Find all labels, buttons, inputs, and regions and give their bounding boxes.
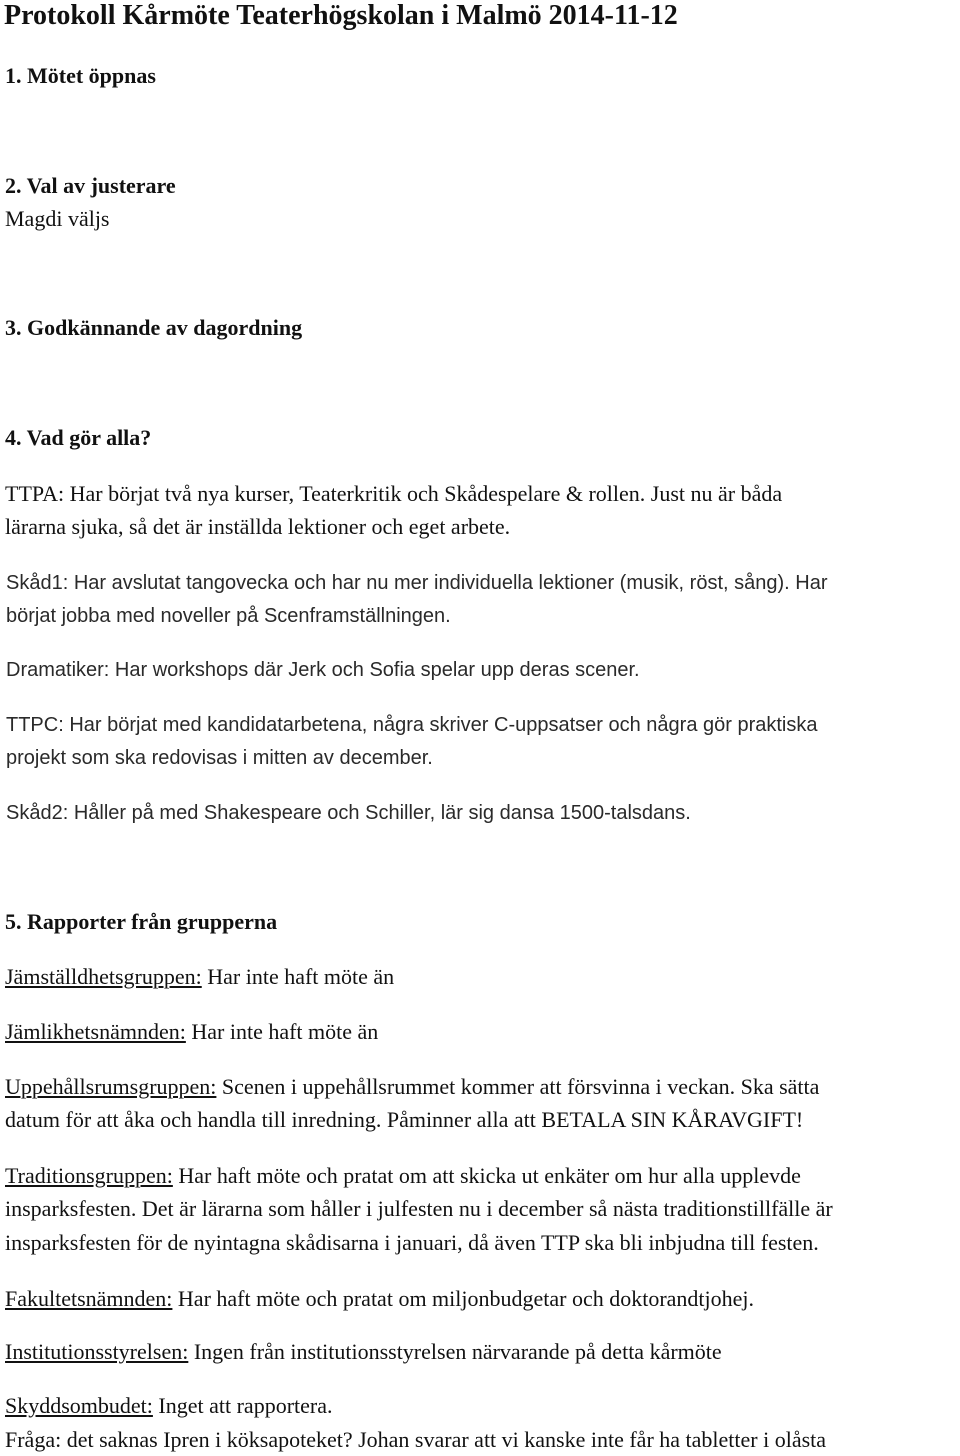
institutionsstyrelsen-label: Institutionsstyrelsen: (5, 1339, 189, 1364)
heading-motet-oppnas: 1. Mötet öppnas (5, 63, 156, 88)
traditionsgruppen-line-1 (5, 1162, 801, 1190)
uppehallsrumsgruppen-text: Scenen i uppehållsrummet kommer att försvinna i veckan. Ska sätta (216, 1074, 820, 1099)
fakultetsnamnden-label: Fakultetsnämnden: (5, 1286, 173, 1311)
uppehallsrumsgruppen-label: Uppehållsrumsgruppen: (5, 1074, 217, 1099)
uppehallsrumsgruppen-line-2: datum för att åka och handla till inredning. Påminner alla att BETALA SIN KÅRAVGIFT! (5, 1107, 804, 1132)
heading-vad-gor-alla: 4. Vad gör alla? (5, 425, 152, 450)
jamstalldhetsgruppen-label: Jämställdhetsgruppen: (5, 964, 202, 989)
heading-rapporter: 5. Rapporter från grupperna (5, 909, 278, 934)
jamlikhetsnamnden-text: Har inte haft möte än (185, 1019, 379, 1044)
fakultetsnamnden-text: Har haft möte och pratat om miljonbudgetar och doktorandtjohej. (172, 1286, 755, 1311)
skyddsombudet-label: Skyddsombudet: (5, 1393, 153, 1418)
fraga-line: Fråga: det saknas Ipren i köksapoteket? Johan svarar att vi kanske inte får ha tabletter i olåsta (5, 1427, 827, 1452)
jamlikhetsnamnden-label: Jämlikhetsnämnden: (5, 1019, 186, 1044)
traditionsgruppen-text: Har haft möte och pratat om att skicka ut enkäter om hur alla upplevde (172, 1163, 801, 1188)
skyddsombudet-line (5, 1392, 332, 1420)
institutionsstyrelsen-text: Ingen från institutionsstyrelsen närvarande på detta kårmöte (188, 1339, 722, 1364)
jamstalldhetsgruppen-text: Har inte haft möte än (201, 964, 395, 989)
ttpa-line-2: lärarna sjuka, så det är inställda lektioner och eget arbete. (5, 514, 511, 539)
heading-godkannande: 3. Godkännande av dagordning (5, 315, 303, 340)
skad1-line-2: börjat jobba med noveller på Scenframställningen. (6, 605, 451, 627)
uppehallsrumsgruppen-line-1 (5, 1073, 819, 1101)
traditionsgruppen-line-2: insparksfesten. Det är lärarna som håller i julfesten nu i december så nästa traditionstillfälle är (5, 1196, 833, 1221)
jamstalldhetsgruppen-line (5, 963, 394, 991)
ttpa-line-1: TTPA: Har börjat två nya kurser, Teaterkritik och Skådespelare & rollen. Just nu är båda (5, 481, 783, 506)
fakultetsnamnden-line (5, 1285, 754, 1313)
jamlikhetsnamnden-line (5, 1018, 378, 1046)
dramatiker-line: Dramatiker: Har workshops där Jerk och Sofia spelar upp deras scener. (6, 659, 640, 681)
traditionsgruppen-line-3: insparksfesten för de nyintagna skådisarna i januari, då även TTP ska bli inbjudna till festen. (5, 1230, 819, 1255)
skyddsombudet-text: Inget att rapportera. (152, 1393, 333, 1418)
skad2-line: Skåd2: Håller på med Shakespeare och Schiller, lär sig dansa 1500-talsdans. (6, 802, 691, 824)
justerare-text: Magdi väljs (5, 206, 110, 231)
skad1-line-1: Skåd1: Har avslutat tangovecka och har nu mer individuella lektioner (musik, röst, sång). Har (6, 572, 828, 594)
traditionsgruppen-label: Traditionsgruppen: (5, 1163, 173, 1188)
page-title: Protokoll Kårmöte Teaterhögskolan i Malmö 2014-11-12 (4, 0, 678, 31)
institutionsstyrelsen-line (5, 1338, 722, 1366)
heading-val-av-justerare: 2. Val av justerare (5, 173, 176, 198)
ttpc-line-1: TTPC: Har börjat med kandidatarbetena, några skriver C-uppsatser och några gör praktiska (6, 714, 818, 736)
ttpc-line-2: projekt som ska redovisas i mitten av december. (6, 747, 433, 769)
